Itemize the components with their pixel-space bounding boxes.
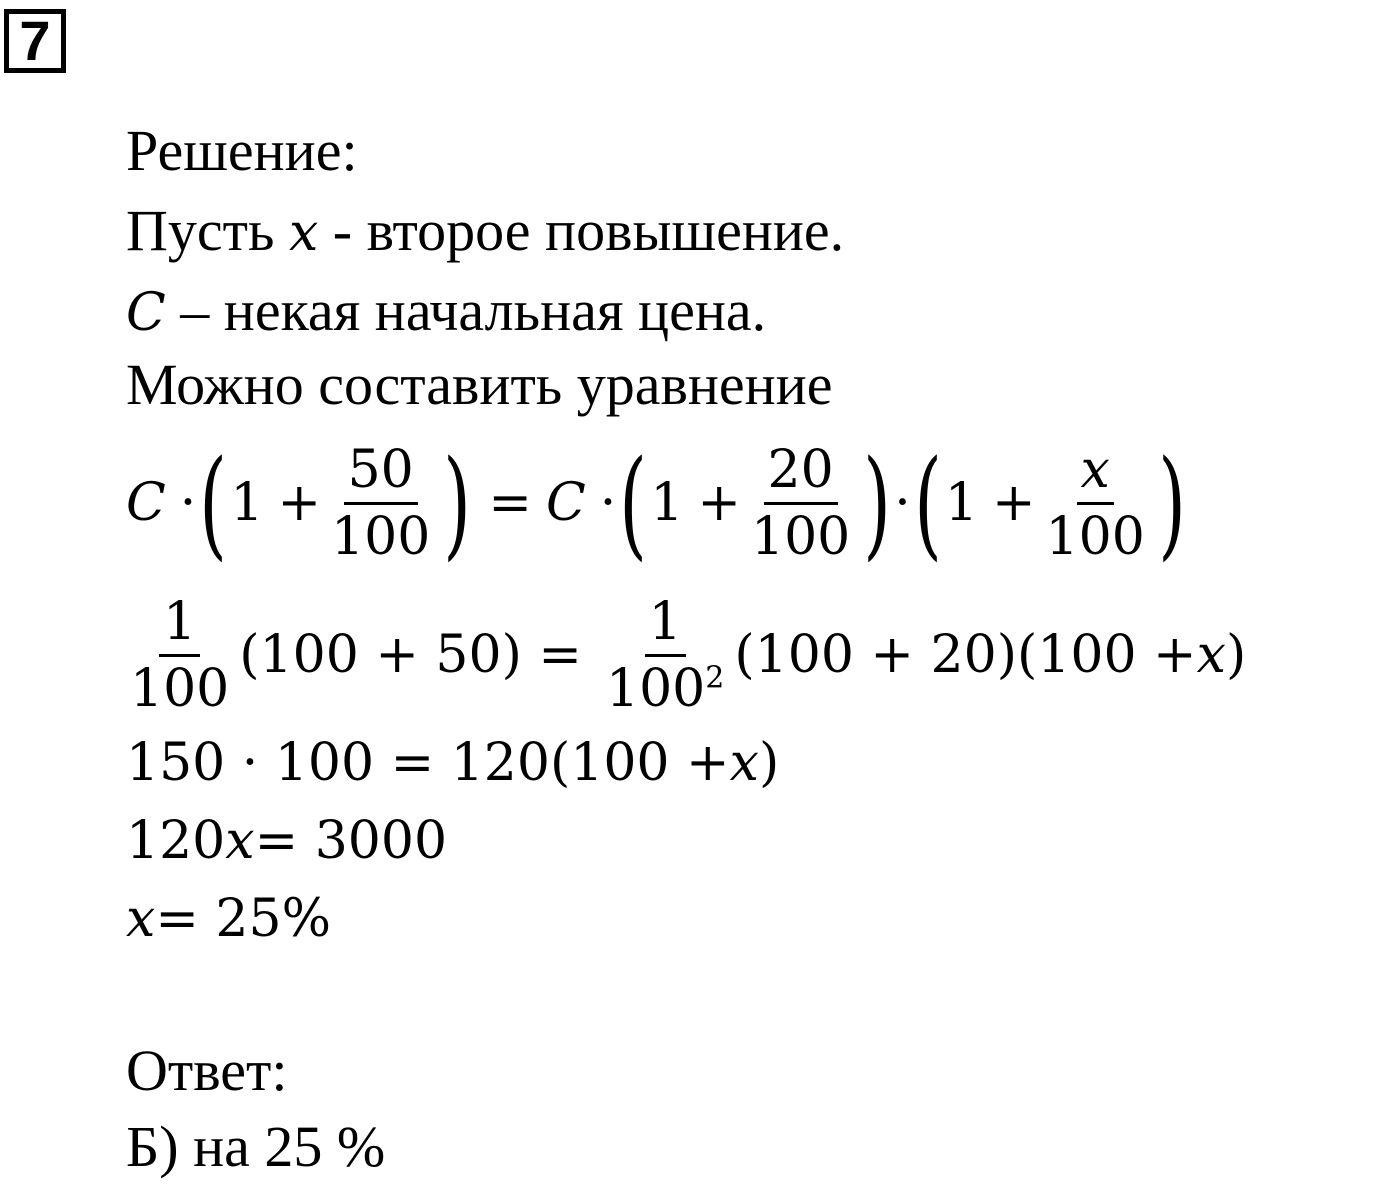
eq1-paren-open-1: ( xyxy=(199,434,228,572)
eq3-var: x xyxy=(729,733,759,793)
eq5-end: = 25% xyxy=(155,889,332,949)
eq2-fraction-right xyxy=(602,591,728,719)
eq1-paren-open-3: ( xyxy=(914,434,942,572)
eq2-exponent: 2 xyxy=(705,660,725,696)
eq1-c-left: C xyxy=(126,473,166,533)
eq2-right-var: x xyxy=(1196,625,1226,685)
eq4-end: = 3000 xyxy=(254,811,448,871)
problem-number: 7 xyxy=(19,9,51,72)
text-line-1-start: Пусть xyxy=(126,198,289,263)
text-line-3: Можно составить уравнение xyxy=(126,352,833,417)
eq2-right-den-base: 100 xyxy=(606,658,706,719)
eq3-start: 150 · 100 = 120(100 + xyxy=(126,733,730,793)
eq1-equals: = xyxy=(488,473,532,533)
eq2-middle: (100 + 50) = xyxy=(239,625,582,685)
solution-heading: Решение: xyxy=(126,118,358,183)
eq2-right-den xyxy=(602,657,728,719)
eq1-one-3: 1 xyxy=(944,473,978,533)
eq2-left-den: 100 xyxy=(130,658,230,719)
eq1-frac1-den: 100 xyxy=(331,506,431,567)
variable-x: x xyxy=(288,203,319,263)
eq2-fraction-left xyxy=(126,591,233,719)
eq1-frac3-num: x xyxy=(1077,444,1114,505)
equation-2 xyxy=(126,586,1246,724)
eq1-frac1-num: 50 xyxy=(344,444,418,505)
eq1-paren-close-3: ) xyxy=(1158,434,1186,572)
eq1-plus-1: + xyxy=(277,473,322,533)
eq1-frac3-den: 100 xyxy=(1045,506,1145,567)
equation-1 xyxy=(126,432,1189,574)
eq1-c-right: C xyxy=(545,473,586,533)
equation-4 xyxy=(126,808,447,874)
equation-5 xyxy=(126,886,331,952)
eq2-right: (100 + 20)(100 + xyxy=(734,625,1197,685)
answer-heading: Ответ: xyxy=(126,1038,288,1103)
answer-value: Б) на 25 % xyxy=(126,1114,386,1179)
eq2-right-end: ) xyxy=(1225,625,1247,685)
eq1-plus-2: + xyxy=(697,473,741,533)
problem-number-box xyxy=(4,9,66,73)
eq1-frac2-num: 20 xyxy=(764,444,838,505)
text-line-2-end: – некая начальная цена. xyxy=(165,278,767,343)
eq1-dot-1: · xyxy=(179,473,197,533)
eq2-right-num: 1 xyxy=(645,596,686,657)
eq1-fraction-1 xyxy=(327,439,434,567)
eq4-var: x xyxy=(225,811,255,871)
eq1-one-2: 1 xyxy=(650,473,684,533)
eq1-paren-close-2: ) xyxy=(863,434,892,572)
text-line-1-end: - второе повышение. xyxy=(318,198,845,263)
eq1-paren-close-1: ) xyxy=(443,434,472,572)
eq1-fraction-3 xyxy=(1042,439,1149,567)
eq1-dot-2: · xyxy=(599,473,617,533)
eq5-var: x xyxy=(126,889,156,949)
text-line-1 xyxy=(126,198,844,266)
eq1-plus-3: + xyxy=(991,473,1036,533)
eq3-end: ) xyxy=(758,733,780,793)
eq1-one-1: 1 xyxy=(230,473,264,533)
eq1-paren-open-2: ( xyxy=(619,434,648,572)
eq1-dot-3: · xyxy=(894,473,911,533)
eq2-left-num: 1 xyxy=(159,596,200,657)
eq4-start: 120 xyxy=(126,811,226,871)
eq1-frac2-den: 100 xyxy=(750,506,851,567)
eq1-fraction-2 xyxy=(747,439,854,567)
variable-c: C xyxy=(126,283,166,343)
equation-3 xyxy=(126,730,779,796)
text-line-2 xyxy=(126,278,766,346)
